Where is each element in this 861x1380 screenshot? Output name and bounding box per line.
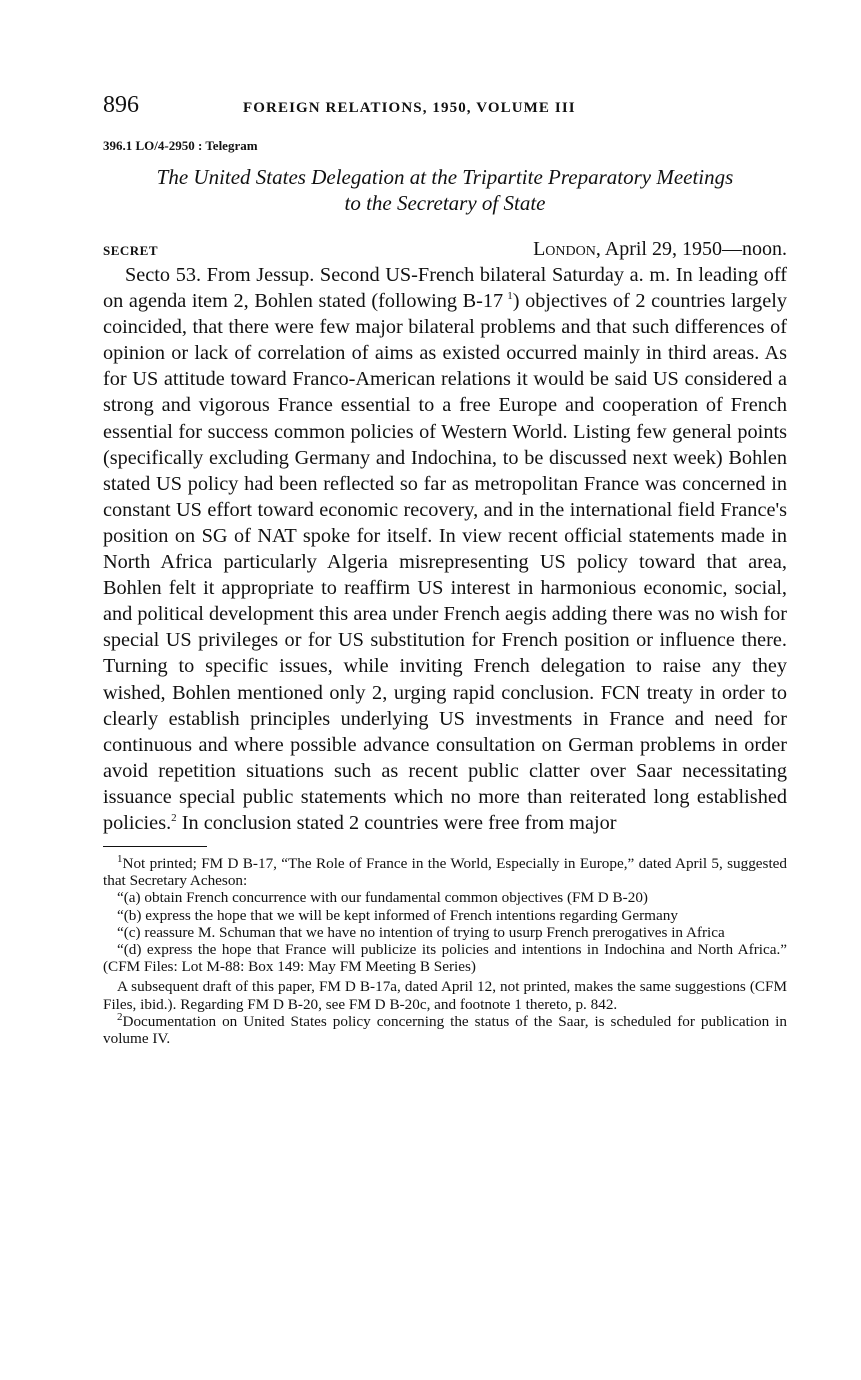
document-title-line2: to the Secretary of State — [344, 191, 546, 215]
classification-label: SECRET — [103, 243, 159, 258]
body-part-1: Secto 53. From Jessup. Second US-French bilateral Saturday a. m. In leading off on agenda item 2, Bohlen stated (following B-17 — [103, 264, 787, 313]
footnote-1-item-b: “(b) express the hope that we will be kept informed of French intentions regarding Germany — [117, 906, 678, 924]
body-part-3: In conclusion stated 2 countries were free from major — [176, 811, 617, 834]
footnote-ref-1[interactable]: 1 — [507, 290, 513, 303]
document-title — [103, 164, 787, 216]
footnote-2-number: 2 — [117, 1010, 123, 1023]
document-page — [103, 92, 787, 1047]
footnote-1-intro: Not printed; FM D B-17, “The Role of France in the World, Especially in Europe,” dated April 5, suggested that Secretary Acheson: — [103, 855, 787, 890]
footnote-2-text: Documentation on United States policy concerning the status of the Saar, is scheduled for publication in volume IV. — [103, 1012, 787, 1048]
footnote-2 — [103, 1010, 787, 1048]
page-number: 896 — [103, 92, 139, 118]
dateline-place: London, — [533, 238, 601, 260]
footnote-ref-2[interactable]: 2 — [171, 812, 177, 825]
running-head — [103, 92, 787, 124]
dateline-date: April 29, 1950—noon. — [600, 238, 787, 260]
footnotes — [103, 855, 787, 1047]
meta-line — [103, 238, 787, 261]
dateline — [533, 238, 787, 261]
running-title: FOREIGN RELATIONS, 1950, VOLUME III — [243, 100, 576, 116]
footnote-1 — [103, 855, 787, 889]
telegram-body — [103, 262, 787, 836]
footnote-1-item-d: “(d) express the hope that France will publicize its policies and intentions in Indochina and North Africa.” (CFM Files: Lot M-88: Box 149: May FM Meeting B Series) — [103, 941, 787, 976]
footnote-1-subsequent: A subsequent draft of this paper, FM D B-17a, dated April 12, not printed, makes the same suggestions (CFM Files, ibid.). Regarding FM D B-20, see FM D B-20c, and footnote 1 thereto, p. 842. — [103, 978, 787, 1013]
footnote-1-number: 1 — [117, 853, 123, 865]
footnote-divider — [103, 846, 207, 847]
document-title-line1: The United States Delegation at the Tripartite Preparatory Meetings — [156, 165, 734, 189]
document-id: 396.1 LO/4-2950 : Telegram — [103, 138, 258, 153]
body-part-2: ) objectives of 2 countries largely coincided, that there were few major bilateral problems and that such differences of opinion or lack of correlation of aims as existed occurred mainly in third areas. As for US attitude toward Franco-American relations it would be said US considered a strong and vigorous France essential to a free Europe and cooperation of French essential for success common policies of Western World. Listing few general points (specifically excluding Germany and Indochina, to be discussed next week) Bohlen stated US policy had been reflected so far as metropolitan France was concerned in constant US effort toward economic recovery, and in the international field France's position on SG of NAT spoke for itself. In view recent official statements made in North Africa particularly Algeria misrepresenting US policy toward that area, Bohlen felt it appropriate to reaffirm US interest in harmonious economic, social, and political development this area under French aegis adding there was no wish for special US privileges or for US substitution for French position or influence there. Turning to specific issues, while inviting French delegation to raise any they wished, Bohlen mentioned only 2, urging rapid conclusion. FCN treaty in order to clearly establish principles underlying US investments in France and need for continuous and where possible advance consultation on German problems in order avoid repetition situations such as recent public clatter over Saar necessitating issuance special public statements which no more than reiterated long established policies. — [103, 290, 787, 834]
footnote-1-item-c: “(c) reassure M. Schuman that we have no intention of trying to usurp French prerogatives in Africa — [117, 923, 725, 941]
footnote-1-item-a: “(a) obtain French concurrence with our fundamental common objectives (FM D B-20) — [117, 889, 648, 907]
